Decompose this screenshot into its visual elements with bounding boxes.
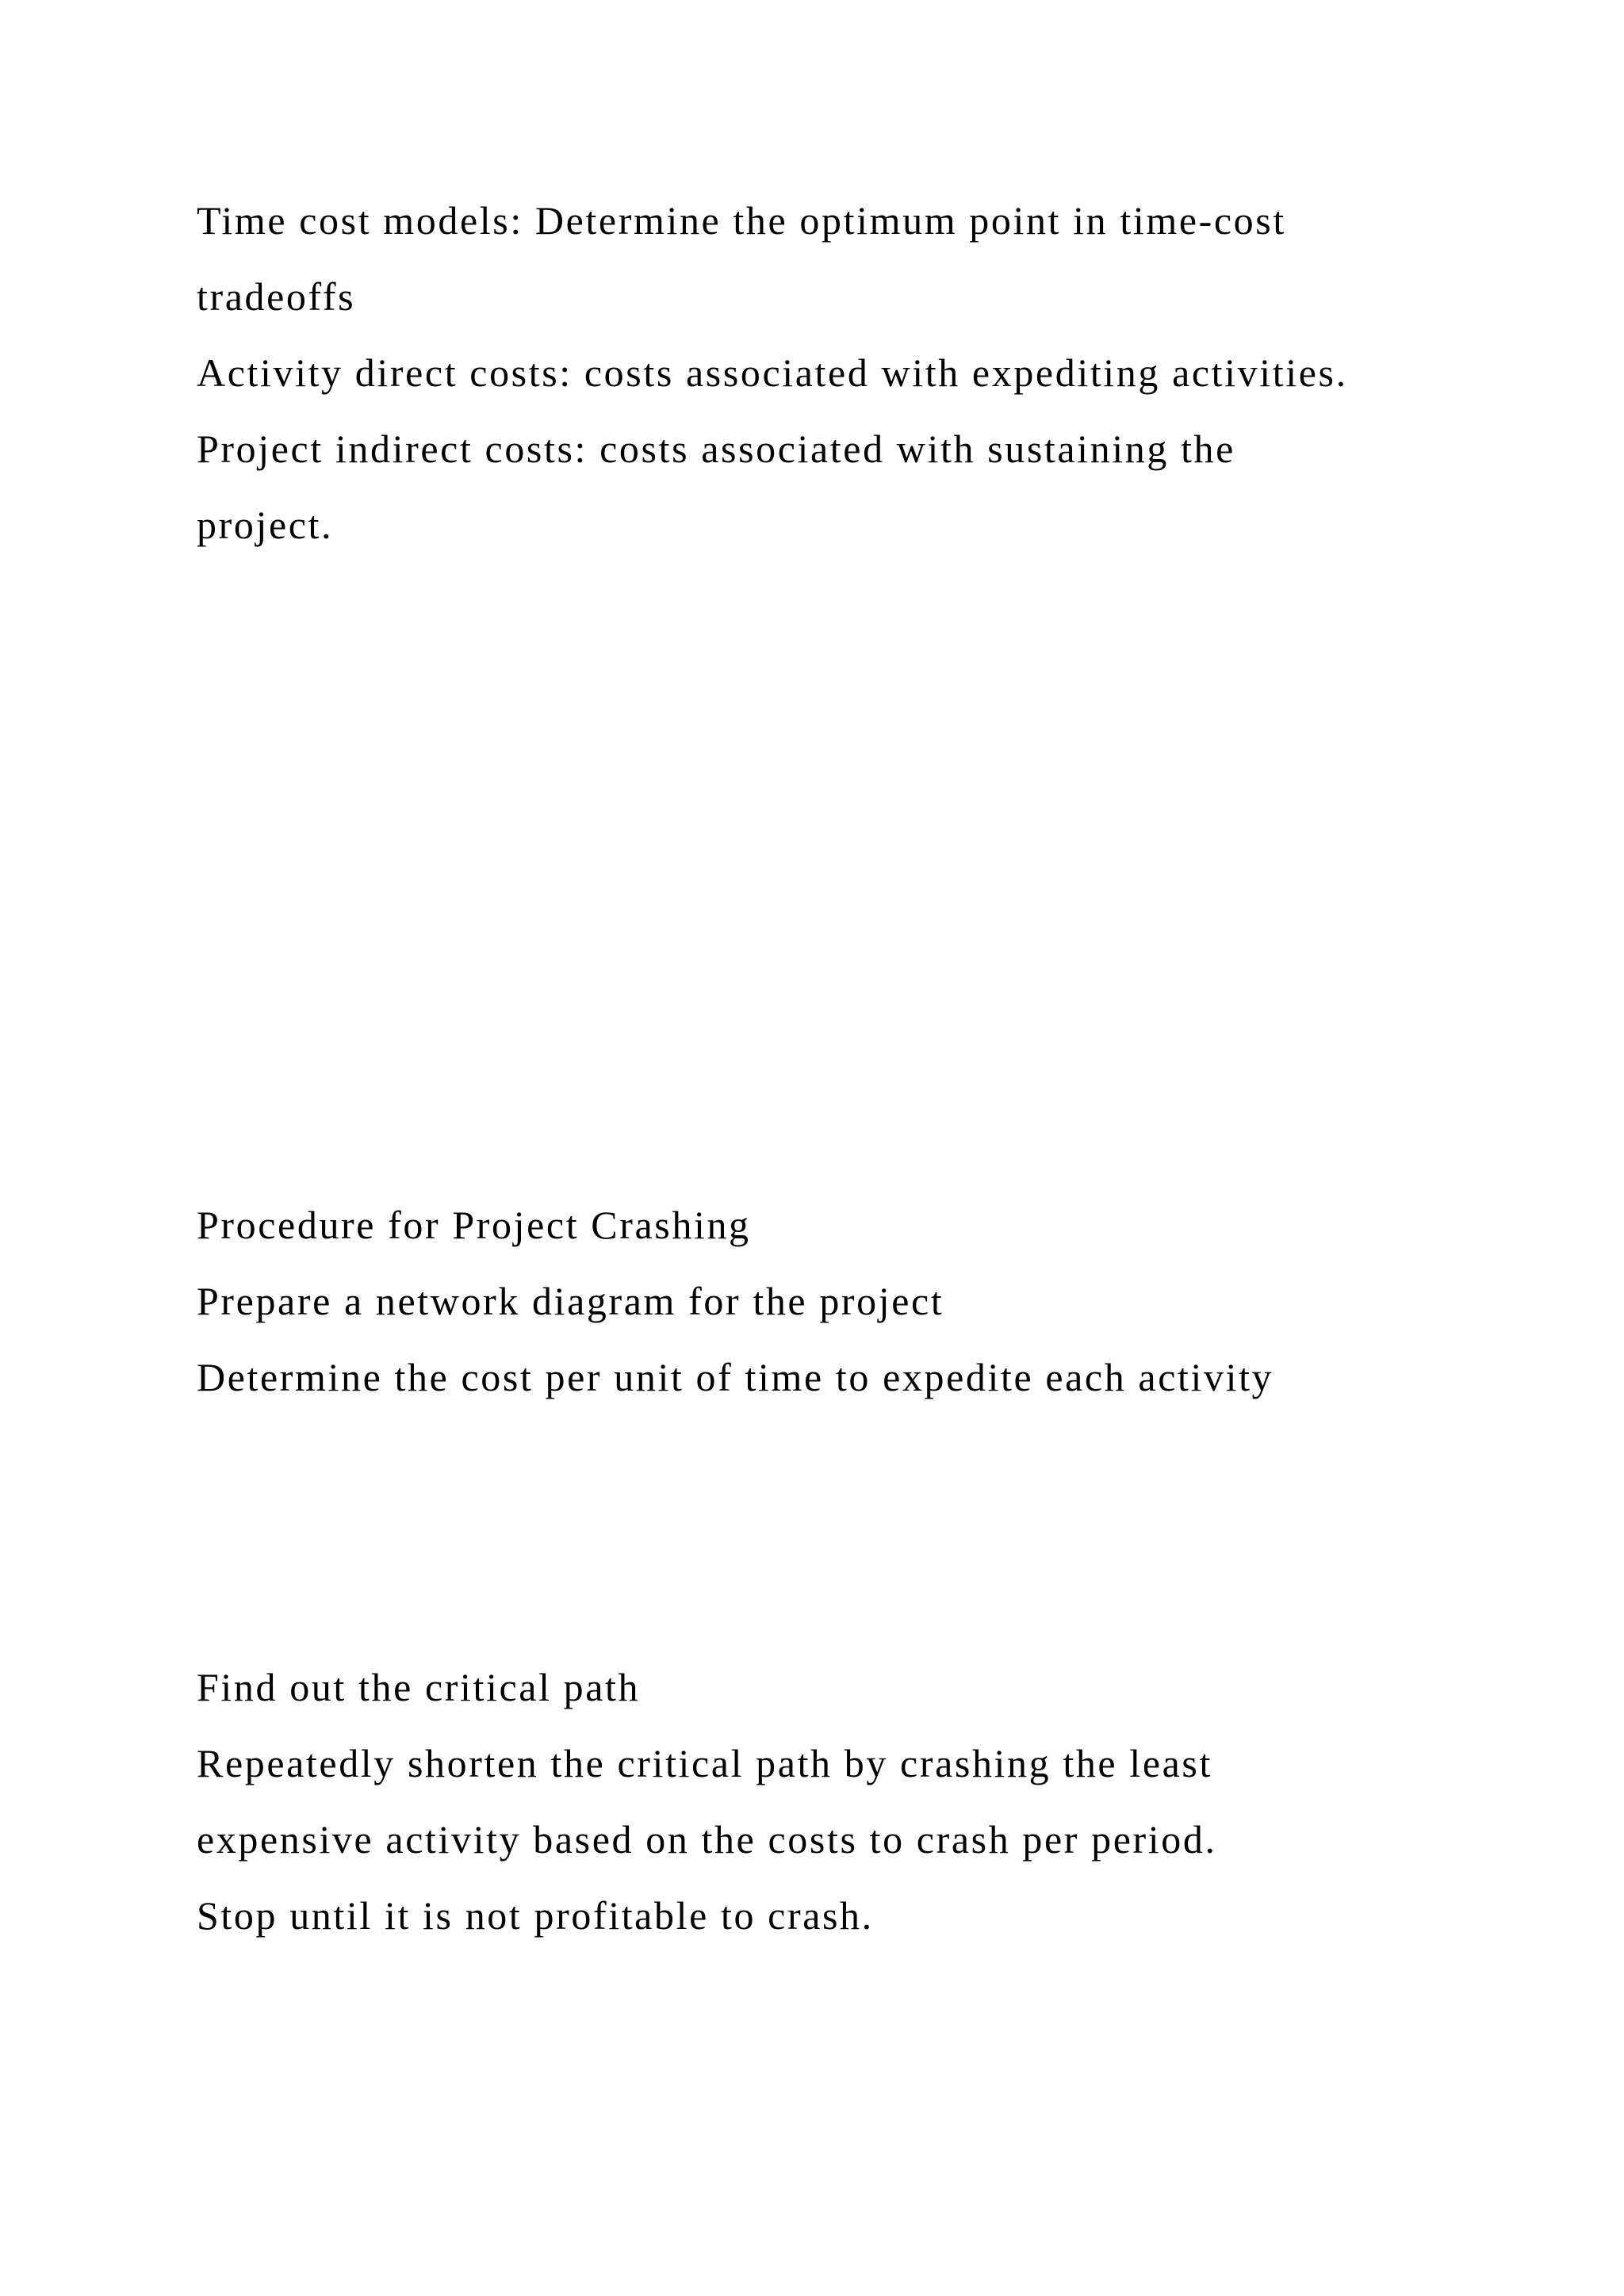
text-line-activity-direct-costs: Activity direct costs: costs associated with expediting activities. bbox=[197, 350, 1348, 395]
text-line-project-indirect-costs: Project indirect costs: costs associated with sustaining the bbox=[197, 427, 1235, 471]
text-line-stop-until: Stop until it is not profitable to crash. bbox=[197, 1893, 874, 1938]
text-line-project: project. bbox=[197, 503, 334, 547]
text-line-time-cost-models: Time cost models: Determine the optimum point in time-cost bbox=[197, 198, 1286, 243]
text-line-expensive-activity: expensive activity based on the costs to crash per period. bbox=[197, 1817, 1217, 1862]
text-line-prepare-network-diagram: Prepare a network diagram for the project bbox=[197, 1279, 944, 1323]
text-line-determine-cost-per-unit: Determine the cost per unit of time to expedite each activity bbox=[197, 1355, 1274, 1399]
text-line-find-critical-path: Find out the critical path bbox=[197, 1665, 641, 1709]
text-line-procedure-heading: Procedure for Project Crashing bbox=[197, 1203, 751, 1247]
text-line-repeatedly-shorten: Repeatedly shorten the critical path by crashing the least bbox=[197, 1741, 1212, 1785]
text-line-tradeoffs: tradeoffs bbox=[197, 274, 356, 319]
